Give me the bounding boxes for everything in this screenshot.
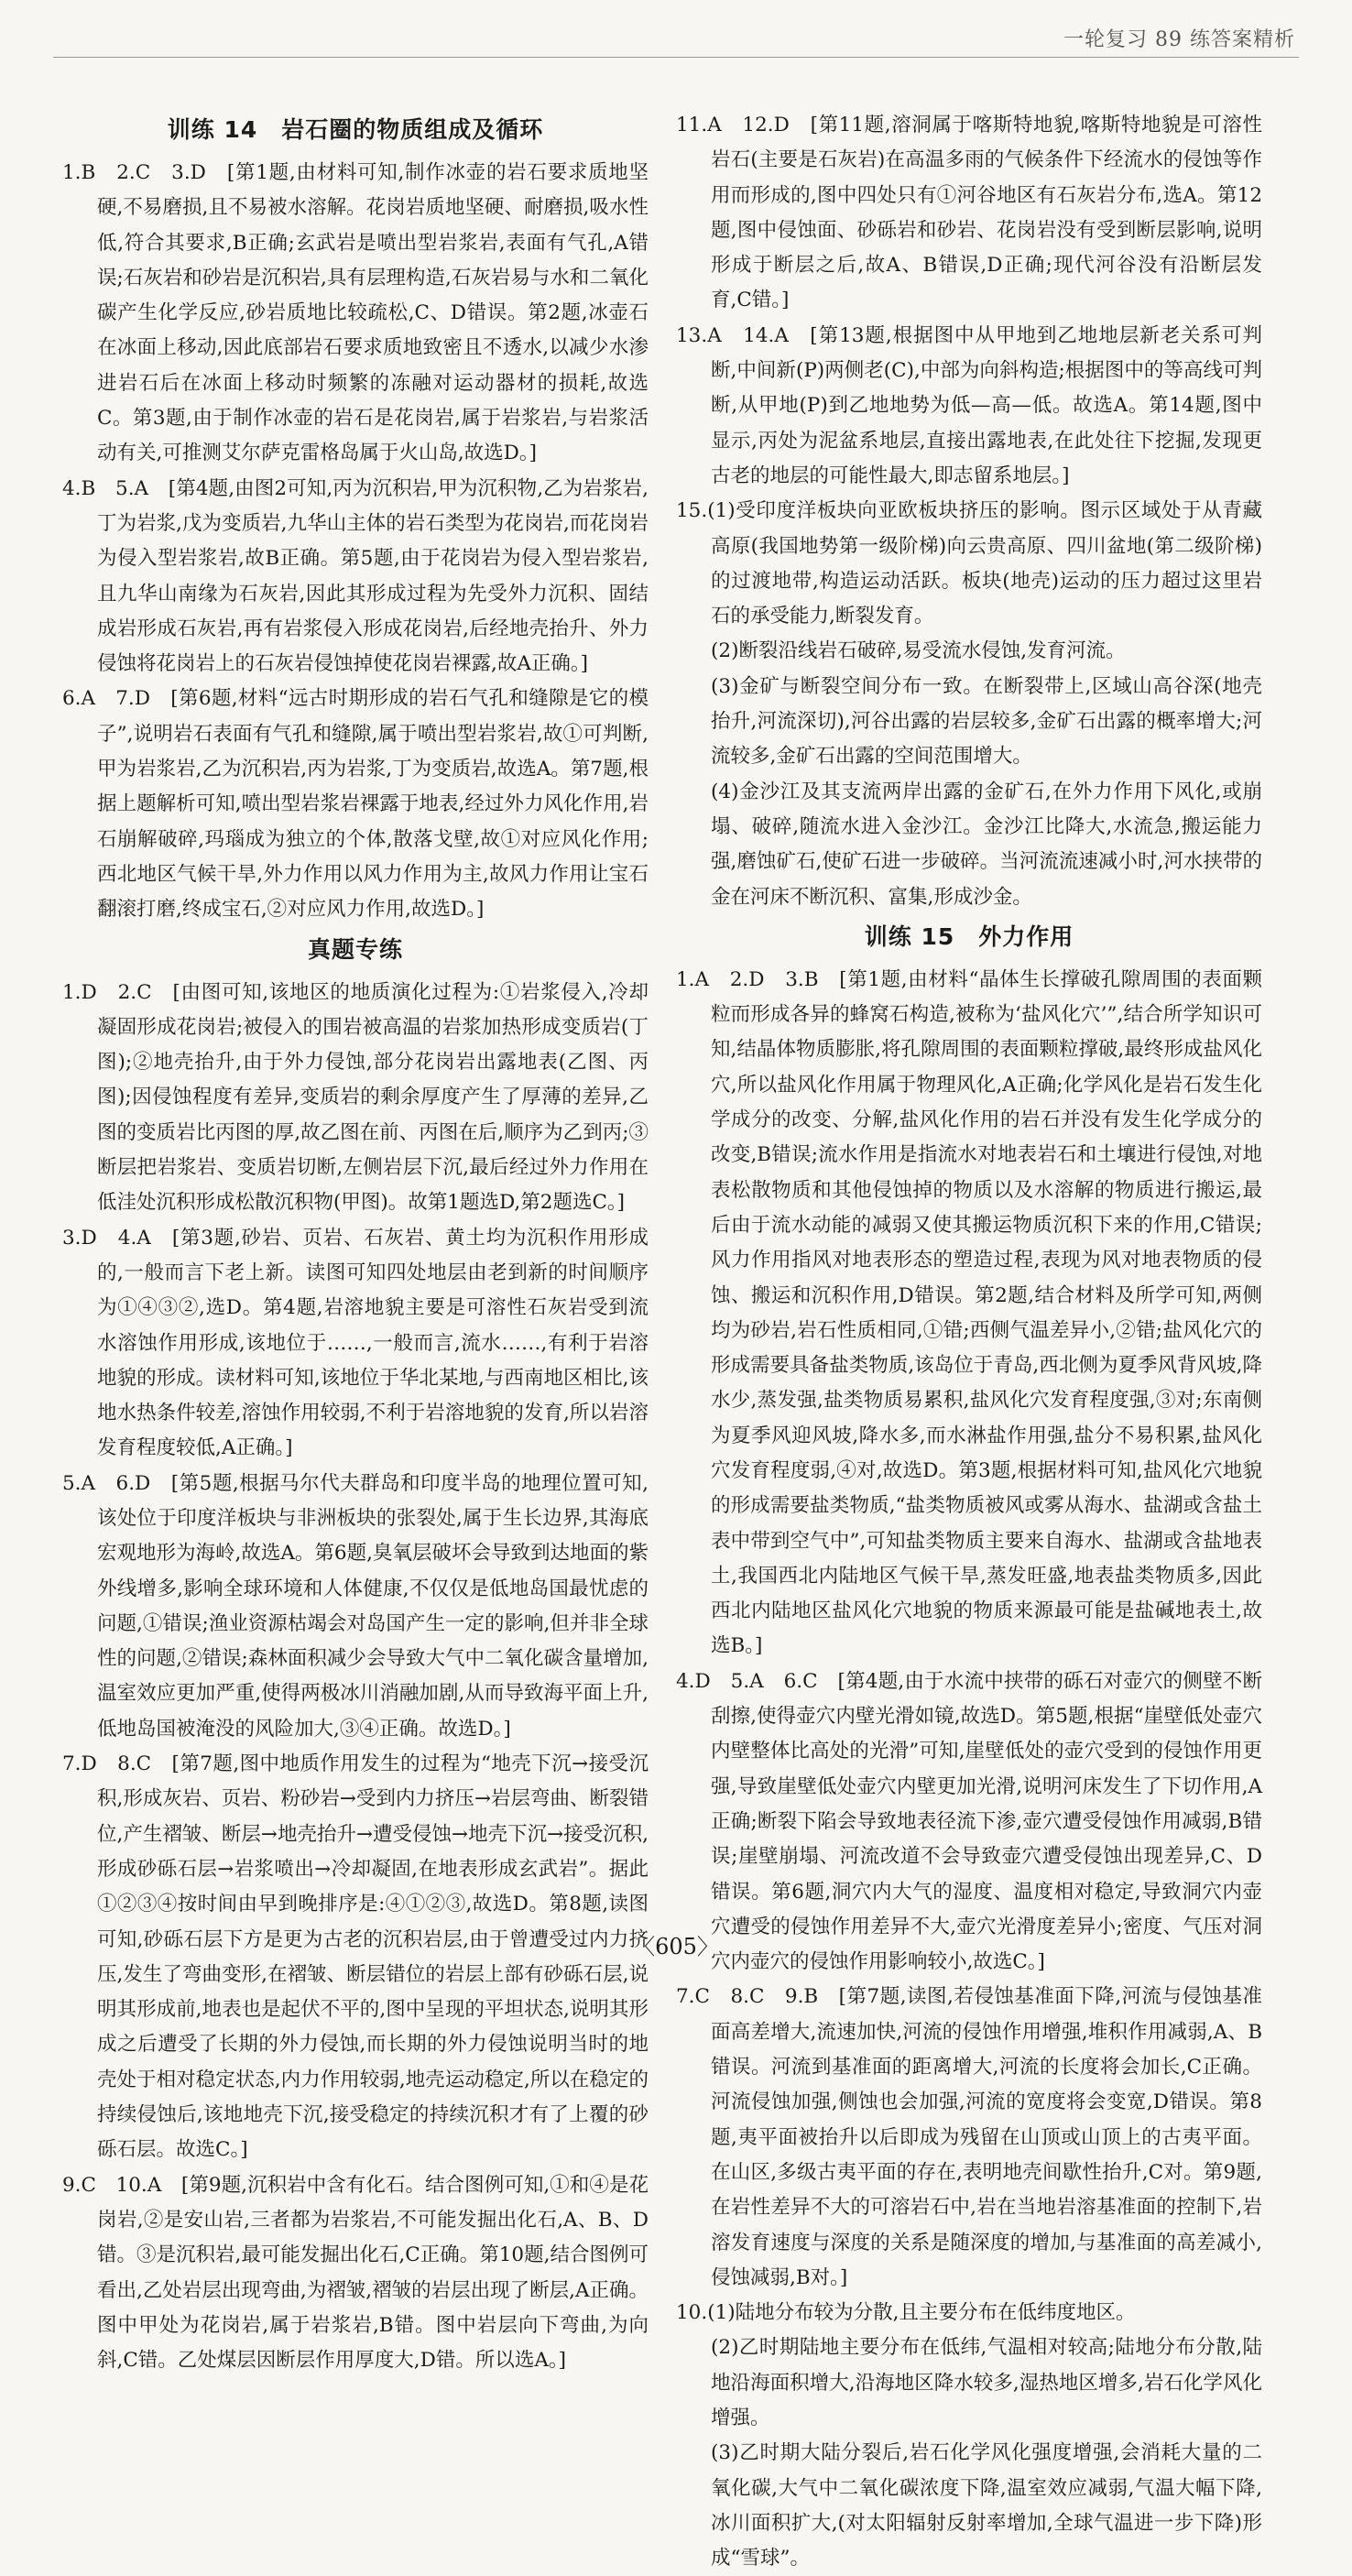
answer-item: 6.A 7.D [第6题,材料“远古时期形成的岩石气孔和缝隙是它的模子”,说明岩石表面有气孔和缝隙,属于喷出型岩浆岩,故①可判断,甲为岩浆岩,乙为沉积岩,丙为岩浆,丁为变质岩,故选A。第7题,根据上题解析可知,喷出型岩浆岩裸露于地表,经过外力风化作用,岩石崩解破碎,玛瑙成为独立的个体,散落戈壁,故①对应风化作用;西北地区气候干旱,外力作用以风力作用为主,故风力作用让宝石翻滚打磨,终成宝石,②对应风力作用,故选D。] [62, 687, 649, 922]
section-title-training-14: 训练 14 岩石圈的物质组成及循环 [167, 116, 544, 143]
answer-item: 1.B 2.C 3.D [第1题,由材料可知,制作冰壶的岩石要求质地坚硬,不易磨损,且不易被水溶解。花岗岩质地坚硬、耐磨损,吸水性低,符合其要求,B正确;玄武岩是喷出型岩浆岩,表面有气孔,A错误;石灰岩和砂岩是沉积岩,具有层理构造,石灰岩易与水和二氧化碳产生化学反应,砂岩质地比较疏松,C、D错误。第2题,冰壶石在冰面上移动,因此底部岩石要求质地致密且不透水,以减少水渗进岩石后在冰面上移动时频繁的冻融对运动器材的损耗,故选C。第3题,由于制作冰壶的岩石是花岗岩,属于岩浆岩,与岩浆活动有关,可推测艾尔萨克雷格岛属于火山岛,故选D。] [62, 161, 649, 465]
header-rule [53, 57, 1299, 58]
page-number: 〈605〉 [633, 1934, 719, 1959]
answer-item: 1.A 2.D 3.B [第1题,由材料“晶体生长撑破孔隙周围的表面颗粒而形成各异的蜂窝石构造,被称为‘盐风化穴’”,结合所学知识可知,结晶体物质膨胀,将孔隙周围的表面颗粒撑破,最终形成盐风化穴,所以盐风化作用属于物理风化,A正确;化学风化是岩石发生化学成分的改变、分解,盐风化作用的岩石并没有发生化学成分的改变,B错误;流水作用是指流水对地表岩石和土壤进行侵蚀,对地表松散物质和其他侵蚀掉的物质以及水溶解的物质进行搬运,最后由于流水动能的减弱又使其搬运物质沉积下来的作用,C错误;风力作用指风对地表形态的塑造过程,表现为风对地表物质的侵蚀、搬运和沉积作用,D错误。第2题,结合材料及所学可知,两侧均为砂岩,岩石性质相同,①错;西侧气温差异小,②错;盐风化穴的形成需要具备盐类物质,该岛位于青岛,西北侧为夏季风背风坡,降水少,蒸发强,盐类物质易累积,盐风化穴发育程度强,③对;东南侧为夏季风迎风坡,降水多,而水淋盐作用强,盐分不易积累,盐风化穴发育程度弱,④对,故选D。第3题,根据材料可知,盐风化穴地貌的形成需要盐类物质,“盐类物质被风或雾从海水、盐湖或含盐土表中带到空气中”,可知盐类物质主要来自海水、盐湖或含盐地表土,我国西北内陆地区气候干旱,蒸发旺盛,地表盐类物质多,因此西北内陆地区盐风化穴地貌的物质来源最可能是盐碱地表土,故选B。] [676, 967, 1262, 1658]
answer-subitem: (2)断裂沿线岩石破碎,易受流水侵蚀,发育河流。 [711, 639, 1126, 663]
answer-item: 3.D 4.A [第3题,砂岩、页岩、石灰岩、黄土均为沉积作用形成的,一般而言下老上新。读图可知四处地层由老到新的时间顺序为①④③②,选D。第4题,岩溶地貌主要是可溶性石灰岩受到流水溶蚀作用形成,该地位于……,一般而言,流水……,有利于岩溶地貌的形成。读材料可知,该地位于华北某地,与西南地区相比,该地水热条件较差,溶蚀作用较弱,不利于岩溶地貌的发育,所以岩溶发育程度较低,A正确。] [62, 1226, 649, 1460]
answer-item: 5.A 6.D [第5题,根据马尔代夫群岛和印度半岛的地理位置可知,该处位于印度洋板块与非洲板块的张裂处,属于生长边界,其海底宏观地形为海岭,故选A。第6题,臭氧层破坏会导致到达地面的紫外线增多,影响全球环境和人体健康,不仅仅是低地岛国最忧虑的问题,①错误;渔业资源枯竭会对岛国产生一定的影响,但并非全球性的问题,②错误;森林面积减少会导致大气中二氧化碳含量增加,温室效应更加严重,使得两极冰川消融加剧,从而导致海平面上升,低地岛国被淹没的风险加大,③④正确。故选D。] [62, 1471, 649, 1741]
answer-item: 13.A 14.A [第13题,根据图中从甲地到乙地地层新老关系可判断,中间新(P)两侧老(C),中部为向斜构造;根据图中的等高线可判断,从甲地(P)到乙地地势为低—高—低。故选A。第14题,图中显示,丙处为泥盆系地层,直接出露地表,在此处往下挖掘,发现更古老的地层的可能性最大,即志留系地层。] [676, 323, 1262, 487]
answer-item: 7.C 8.C 9.B [第7题,读图,若侵蚀基准面下降,河流与侵蚀基准面高差增大,流速加快,河流的侵蚀作用增强,堆积作用减弱,A、B错误。河流到基准面的距离增大,河流的长度将会加长,C正确。河流侵蚀加强,侧蚀也会加强,河流的宽度将会变宽,D错误。第8题,夷平面被抬升以后即成为残留在山顶或山顶上的古夷平面。在山区,多级古夷平面的存在,表明地壳间歇性抬升,C对。第9题,在岩性差异不大的可溶岩石中,岩在当地岩溶基准面的控制下,岩溶发育速度与深度的关系是随深度的增加,与基准面的高差减小,侵蚀减弱,B对。] [676, 1985, 1262, 2289]
answer-subitem: (3)金矿与断裂空间分布一致。在断裂带上,区域山高谷深(地壳抬升,河流深切),河谷出露的岩层较多,金矿石出露的概率增大;河流较多,金矿石出露的空间范围增大。 [711, 674, 1262, 769]
answer-item: 7.D 8.C [第7题,图中地质作用发生的过程为“地壳下沉→接受沉积,形成灰岩、页岩、粉砂岩→受到内力挤压→岩层弯曲、断裂错位,产生褶皱、断层→地壳抬升→遭受侵蚀→地壳下沉→接受沉积,形成砂砾石层→岩浆喷出→冷却凝固,在地表形成玄武岩”。据此①②③④按时间由早到晚排序是:④①②③,故选D。第8题,读图可知,砂砾石层下方是更为古老的沉积岩层,由于曾遭受过内力挤压,发生了弯曲变形,在褶皱、断层错位的岩层上部有砂砾石层,说明其形成前,地表也是起伏不平的,图中呈现的平坦状态,说明其形成之后遭受了长期的外力侵蚀,而长期的外力侵蚀说明当时的地壳处于相对稳定状态,内力作用较弱,地壳运动稳定,所以在稳定的持续侵蚀后,该地地壳下沉,接受稳定的持续沉积才有了上覆的砂砾石层。故选C。] [62, 1752, 649, 2162]
answer-item: 4.B 5.A [第4题,由图2可知,丙为沉积岩,甲为沉积物,乙为岩浆岩,丁为岩浆,戊为变质岩,九华山主体的岩石类型为花岗岩,而花岗岩为侵入型岩浆岩,故B正确。第5题,由于花岗岩为侵入型岩浆岩,且九华山南缘为石灰岩,因此其形成过程为先受外力沉积、固结成岩形成石灰岩,再有岩浆侵入形成花岗岩,后经地壳抬升、外力侵蚀将花岗岩上的石灰岩侵蚀掉使花岗岩裸露,故A正确。] [62, 476, 649, 676]
answer-item: 9.C 10.A [第9题,沉积岩中含有化石。结合图例可知,①和④是花岗岩,②是安山岩,三者都为岩浆岩,不可能发掘出化石,A、B、D错。③是沉积岩,最可能发掘出化石,C正确。第10题,结合图例可看出,乙处岩层出现弯曲,为褶皱,褶皱的岩层出现了断层,A正确。图中甲处为花岗岩,属于岩浆岩,B错。图中岩层向下弯曲,为向斜,C错。乙处煤层因断层作用厚度大,D错。所以选A。] [62, 2173, 649, 2373]
answer-subitem: (2)乙时期陆地主要分布在低纬,气温相对较高;陆地分布分散,陆地沿海面积增大,沿海地区降水较多,湿热地区增多,岩石化学风化增强。 [711, 2336, 1262, 2429]
answer-item: 1.D 2.C [由图可知,该地区的地质演化过程为:①岩浆侵入,冷却凝固形成花岗岩;被侵入的围岩被高温的岩浆加热形成变质岩(丁图);②地壳抬升,由于外力侵蚀,部分花岗岩出露地表(乙图、丙图);因侵蚀程度有差异,变质岩的剩余厚度产生了厚薄的差异,乙图的变质岩比丙图的厚,故乙图在前、丙图在后,顺序为乙到丙;③断层把岩浆岩、变质岩切断,左侧岩层下沉,最后经过外力作用在低洼处沉积形成松散沉积物(甲图)。故第1题选D,第2题选C。] [62, 980, 649, 1215]
answer-item: 4.D 5.A 6.C [第4题,由于水流中挟带的砾石对壶穴的侧壁不断刮擦,使得壶穴内壁光滑如镜,故选D。第5题,根据“崖壁低处壶穴内壁整体比高处的光滑”可知,崖壁低处的壶穴受到的侵蚀作用更强,导致崖壁低处壶穴内壁更加光滑,说明河床发生了下切作用,A正确;断裂下陷会导致地表径流下渗,壶穴遭受侵蚀作用减弱,B错误;崖壁崩塌、河流改道不会导致壶穴遭受侵蚀出现差异,C、D错误。第6题,洞穴内大气的湿度、温度相对稳定,导致洞穴内壶穴遭受的侵蚀作用差异不大,壶穴光滑度差异小;密度、气压对洞穴内壶穴的侵蚀作用影响较小,故选C。] [676, 1669, 1262, 1974]
answer-subitem: (3)乙时期大陆分裂后,岩石化学风化强度增强,会消耗大量的二氧化碳,大气中二氧化碳浓度下降,温室效应减弱,气温大幅下降,冰川面积扩大,(对太阳辐射反射率增加,全球气温进一步下降)形成“雪球”。 [711, 2441, 1262, 2571]
answer-item: 15.(1)受印度洋板块向亚欧板块挤压的影响。图示区域处于从青藏高原(我国地势第一级阶梯)向云贵高原、四川盆地(第二级阶梯)的过渡地带,构造运动活跃。板块(地壳)运动的压力超过这里岩石的承受能力,断裂发育。 [676, 499, 1262, 628]
left-column [62, 108, 649, 2378]
section-title-exam-practice: 真题专练 [307, 935, 403, 963]
answer-subitem: (4)金沙江及其支流两岸出露的金矿石,在外力作用下风化,或崩塌、破碎,随流水进入金沙江。金沙江比降大,水流急,搬运能力强,磨蚀矿石,使矿石进一步破碎。当河流流速减小时,河水挟带的金在河床不断沉积、富集,形成沙金。 [711, 780, 1262, 909]
running-header: 一轮复习 89 练答案精析 [1063, 28, 1295, 51]
answer-item: 10.(1)陆地分布较为分散,且主要分布在低纬度地区。 [676, 2301, 1136, 2325]
answer-item: 11.A 12.D [第11题,溶洞属于喀斯特地貌,喀斯特地貌是可溶性岩石(主要是石灰岩)在高温多雨的气候条件下经流水的侵蚀等作用而形成的,图中四处只有①河谷地区有石灰岩分布,选A。第12题,图中侵蚀面、砂砾岩和砂岩、花岗岩没有受到断层影响,说明形成于断层之后,故A、B错误,D正确;现代河谷没有沿断层发育,C错。] [676, 114, 1262, 312]
right-column [676, 108, 1262, 2576]
section-title-training-15: 训练 15 外力作用 [864, 922, 1074, 950]
